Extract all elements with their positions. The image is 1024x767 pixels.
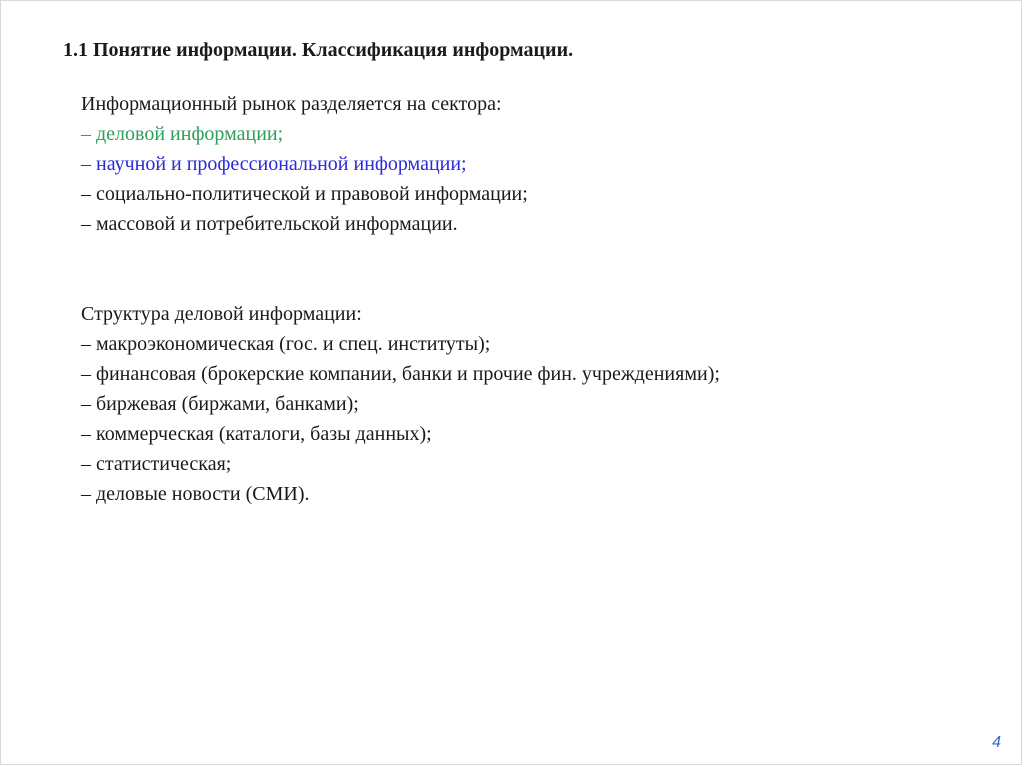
slide-title: 1.1 Понятие информации. Классификация информации.	[63, 39, 574, 61]
page-number: 4	[992, 734, 1001, 751]
structure-item-business-news: – деловые новости (СМИ).	[81, 483, 310, 505]
structure-intro: Структура деловой информации:	[81, 303, 362, 325]
sector-item-social-political: – социально-политической и правовой информации;	[81, 183, 528, 205]
market-sectors-block	[81, 89, 528, 239]
sector-item-scientific: – научной и профессиональной информации;	[81, 153, 467, 175]
structure-item-macroeconomic: – макроэкономическая (гос. и спец. институты);	[81, 333, 491, 355]
business-info-structure-block	[81, 299, 720, 509]
sector-item-business: – деловой информации;	[81, 123, 284, 145]
sector-item-mass-consumer: – массовой и потребительской информации.	[81, 213, 458, 235]
structure-item-commercial: – коммерческая (каталоги, базы данных);	[81, 423, 432, 445]
market-sectors-intro: Информационный рынок разделяется на сектора:	[81, 93, 502, 115]
structure-item-statistical: – статистическая;	[81, 453, 232, 475]
structure-item-financial: – финансовая (брокерские компании, банки и прочие фин. учреждениями);	[81, 363, 720, 385]
structure-item-exchange: – биржевая (биржами, банками);	[81, 393, 359, 415]
